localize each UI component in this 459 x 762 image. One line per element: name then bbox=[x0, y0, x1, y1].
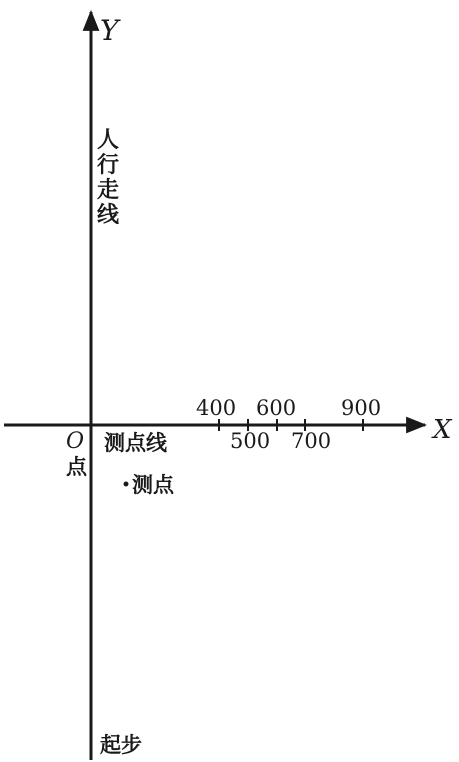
walking-line-char-2: 行 bbox=[97, 153, 120, 178]
x-axis-label: X bbox=[433, 415, 452, 445]
walking-line-char-4: 线 bbox=[97, 203, 120, 228]
origin-label-char: 点 bbox=[66, 455, 87, 479]
tick-label-900: 900 bbox=[341, 396, 382, 420]
tick-label-600: 600 bbox=[256, 396, 297, 420]
survey-point-marker bbox=[124, 482, 129, 487]
survey-line-label: 测点线 bbox=[104, 431, 167, 455]
walking-line-char-1: 人 bbox=[97, 128, 120, 153]
survey-point-label: 测点 bbox=[132, 473, 174, 497]
walking-line-char-3: 走 bbox=[97, 178, 120, 203]
y-axis-label: Y bbox=[100, 14, 119, 47]
start-label: 起步 bbox=[100, 733, 142, 757]
origin-label-letter: O bbox=[66, 429, 85, 454]
tick-label-400: 400 bbox=[196, 396, 237, 420]
tick-label-500: 500 bbox=[230, 429, 271, 453]
tick-label-700: 700 bbox=[291, 429, 332, 453]
